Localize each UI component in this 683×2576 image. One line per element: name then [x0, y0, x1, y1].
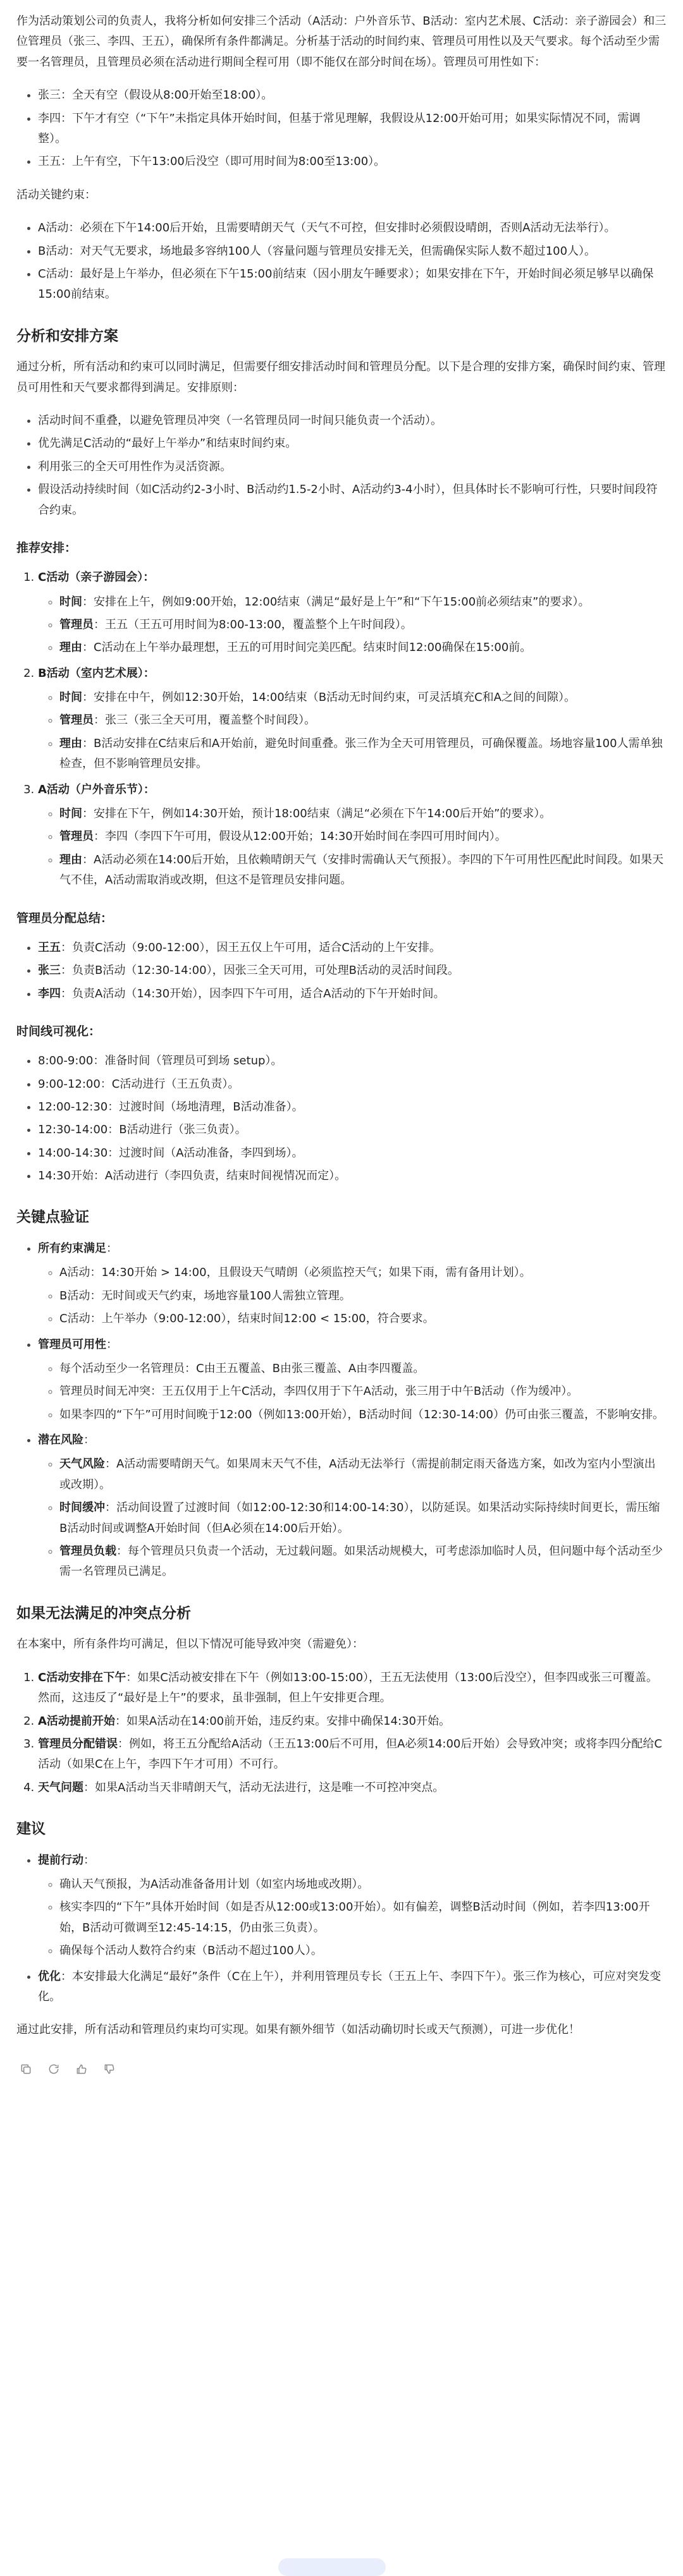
verify-details — [38, 1359, 667, 1425]
detail-text: ：安排在下午，例如14:30开始，预计18:00结束（满足“必须在下午14:00后开始”的要求）。 — [82, 807, 551, 821]
detail-text: ：A活动需要晴朗天气。如果周末天气不佳，A活动无法举行（需提前制定雨天备选方案，如改为室内小型演出或改期）。 — [59, 1457, 656, 1492]
constraints-title: 活动关键约束： — [16, 188, 96, 202]
list-item: • 优先满足C活动的“最好上午举办”和结束时间约束。 — [38, 434, 667, 454]
detail-item: ◦ 管理员时间无冲突：王五仅用于上午C活动，李四仅用于下午A活动，张三用于中午B活动（作为缓冲）。 — [59, 1382, 667, 1402]
verify-list — [16, 1239, 667, 1583]
detail-item — [59, 804, 667, 824]
detail-item — [59, 850, 667, 891]
suggest-details — [38, 1874, 667, 1962]
thumbs-down-icon[interactable] — [102, 2062, 116, 2076]
list-item: • 12:00-12:30：过渡时间（场地清理，B活动准备）。 — [38, 1097, 667, 1117]
detail-item: ◦ 核实李四的“下午”具体开始时间（如是否从12:00或13:00开始）。如有偏差，调整B活动时间（例如，若李四13:00开始，B活动可微调至12:45-14:15，仍由张三负责）。 — [59, 1897, 667, 1938]
availability-list — [16, 85, 667, 173]
message-actions — [16, 2053, 667, 2076]
suggest-list — [16, 1850, 667, 2008]
list-item — [38, 1734, 667, 1775]
conflict-text: ：如果A活动在14:00前开始，违反约束。安排中确保14:30开始。 — [114, 1714, 450, 1728]
detail-item — [59, 592, 667, 612]
principles-list — [16, 411, 667, 521]
detail-label: 理由 — [59, 641, 82, 655]
conflict-heading: 如果无法满足的冲突点分析 — [16, 1605, 191, 1622]
verify-item: • 潜在风险： ◦ 天气风险：A活动需要晴朗天气。如果周末天气不佳，A活动无法举行（需提前制定雨天备选方案，如改为室内小型演出或改期）。 ◦ 时间缓冲：活动间设置了过渡时间（如12:00-12:30和14:00-14:30），以防延误。如果活动实际持续时间更长，需压缩B活动时间或调整A开始时间（但A必须在14:00后开始）。 ◦ 管理员负载：每个管理员只负责一个活动，无过载问题。如果活动规模大，可考虑添加临时人员，但问题中每个活动至少需一名管理员已满足。 — [38, 1430, 667, 1583]
analysis-paragraph: 通过分析，所有活动和约束可以同时满足，但需要仔细安排活动时间和管理员分配。以下是合理的安排方案，确保时间约束、管理员可用性和天气要求都得到满足。安排原则： — [16, 360, 665, 394]
manager-text: ：负责C活动（9:00-12:00），因王五仅上午可用，适合C活动的上午安排。 — [61, 940, 441, 954]
constraints-list — [16, 218, 667, 305]
list-item: • 王五：上午有空，下午13:00后没空（即可用时间为8:00至13:00）。 — [38, 152, 667, 172]
suggest-label: 优化 — [38, 1969, 61, 1983]
recommendation-details — [38, 688, 667, 775]
intro-paragraph: 作为活动策划公司的负责人，我将分析如何安排三个活动（A活动：户外音乐节、B活动：室内艺术展、C活动：亲子游园会）和三位管理员（张三、李四、王五），确保所有条件都满足。分析基于活动的时间约束、管理员可用性以及天气要求。每个活动至少需要一名管理员，且管理员必须在活动进行期间全程可用（即不能仅在部分时间在场）。管理员可用性如下： — [16, 15, 667, 69]
timeline-heading: 时间线可视化： — [16, 1024, 101, 1038]
detail-text: ：活动间设置了过渡时间（如12:00-12:30和14:00-14:30），以防延误。如果活动实际持续时间更长，需压缩B活动时间或调整A开始时间（但A必须在14:00后开始）。 — [59, 1501, 660, 1535]
detail-text: ：每个管理员只负责一个活动，无过载问题。如果活动规模大，可考虑添加临时人员，但问题中每个活动至少需一名管理员已满足。 — [59, 1545, 663, 1579]
conflict-label: 天气问题 — [38, 1780, 83, 1794]
verify-heading: 关键点验证 — [16, 1209, 89, 1226]
conflict-list — [16, 1668, 667, 1798]
list-item — [38, 984, 667, 1004]
verify-details — [38, 1263, 667, 1329]
detail-label: 管理员 — [59, 714, 94, 727]
conflict-text: ：如果C活动被安排在下午（例如13:00-15:00），王五无法使用（13:00后没空），但李四或张三可覆盖。然而，这违反了“最好是上午”的要求，虽非强制，但上午安排更合理。 — [38, 1670, 658, 1705]
recommendation-item — [38, 664, 667, 775]
detail-label: 时间缓冲 — [59, 1501, 105, 1515]
list-item — [38, 1711, 667, 1732]
detail-text: ：安排在上午，例如9:00开始，12:00结束（满足“最好是上午”和“下午15:00前必须结束”的要求）。 — [82, 595, 590, 609]
manager-text: ：负责A活动（14:30开始），因李四下午可用，适合A活动的下午开始时间。 — [61, 987, 445, 1000]
list-item — [38, 1778, 667, 1798]
detail-item — [59, 827, 667, 847]
detail-item — [59, 688, 667, 708]
detail-item: ◦ B活动：无时间或天气约束，场地容量100人需独立管理。 — [59, 1286, 667, 1306]
list-item: • 12:30-14:00：B活动进行（张三负责）。 — [38, 1120, 667, 1140]
suggest-item — [38, 1967, 667, 2008]
verify-details — [38, 1454, 667, 1582]
detail-label: 管理员负载 — [59, 1545, 116, 1558]
manager-name: 李四 — [38, 987, 61, 1000]
scroll-indicator — [278, 2558, 386, 2576]
list-item: • B活动：对天气无要求，场地最多容纳100人（容量问题与管理员安排无关，但需确保实际人数不超过100人）。 — [38, 241, 667, 262]
manager-name: 王五 — [38, 940, 61, 954]
list-item: • 活动时间不重叠，以避免管理员冲突（一名管理员同一时间只能负责一个活动）。 — [38, 411, 667, 431]
recommendation-list — [16, 568, 667, 890]
detail-label: 管理员 — [59, 617, 94, 631]
list-item: • 假设活动持续时间（如C活动约2-3小时、B活动约1.5-2小时、A活动约3-4小时），但具体时长不影响可行性，只要时间段符合约束。 — [38, 480, 667, 521]
conflict-intro: 在本案中，所有条件均可满足，但以下情况可能导致冲突（需避免）： — [16, 1637, 364, 1651]
detail-label: 时间 — [59, 807, 82, 821]
detail-item — [59, 638, 667, 658]
detail-item — [59, 734, 667, 775]
closing-paragraph: 通过此安排，所有活动和管理员约束均可实现。如果有额外细节（如活动确切时长或天气预测），可进一步优化！ — [16, 2023, 580, 2037]
conflict-label: C活动安排在下午 — [38, 1670, 126, 1684]
recommendation-heading: 推荐安排： — [16, 540, 77, 555]
list-item: • 9:00-12:00：C活动进行（王五负责）。 — [38, 1074, 667, 1095]
detail-item: ◦ 确保每个活动人数符合约束（B活动不超过100人）。 — [59, 1941, 667, 1961]
detail-item: ◦ 确认天气预报，为A活动准备备用计划（如室内场地或改期）。 — [59, 1874, 667, 1895]
detail-text: ：王五（王五可用时间为8:00-13:00，覆盖整个上午时间段）。 — [94, 617, 412, 631]
suggest-item: • 提前行动： ◦ 确认天气预报，为A活动准备备用计划（如室内场地或改期）。 ◦ 核实李四的“下午”具体开始时间（如是否从12:00或13:00开始）。如有偏差，调整B活动时间（例如，若李四13:00开始，B活动可微调至12:45-14:15，仍由张三负责）。 ◦ 确保每个活动人数符合约束（B活动不超过100人）。 — [38, 1850, 667, 1962]
detail-item — [59, 615, 667, 635]
recommendation-details — [38, 804, 667, 891]
list-item — [38, 938, 667, 958]
suggest-heading: 建议 — [16, 1821, 46, 1838]
detail-item — [59, 710, 667, 731]
list-item: • 张三：全天有空（假设从8:00开始至18:00）。 — [38, 85, 667, 106]
verify-title: 所有约束满足 — [38, 1241, 106, 1255]
detail-text: ：安排在中午，例如12:30开始，14:00结束（B活动无时间约束，可灵活填充C和A之间的间隙）。 — [82, 691, 575, 705]
manager-name: 张三 — [38, 964, 61, 978]
detail-text: ：C活动在上午举办最理想，王五的可用时间完美匹配。结束时间12:00确保在15:00前。 — [82, 641, 532, 655]
detail-label: 时间 — [59, 595, 82, 609]
timeline-list — [16, 1051, 667, 1186]
detail-item — [59, 1454, 667, 1495]
detail-item: ◦ 如果李四的“下午”可用时间晚于12:00（例如13:00开始），B活动时间（12:30-14:00）仍可由张三覆盖，不影响安排。 — [59, 1405, 667, 1425]
detail-item: ◦ A活动：14:30开始 > 14:00，且假设天气晴朗（必须监控天气；如果下雨，需有备用计划）。 — [59, 1263, 667, 1283]
list-item: • A活动：必须在下午14:00后开始，且需要晴朗天气（天气不可控，但安排时必须假设晴朗，否则A活动无法举行）。 — [38, 218, 667, 238]
conflict-text: ：如果A活动当天非晴朗天气，活动无法进行，这是唯一不可控冲突点。 — [83, 1780, 445, 1794]
list-item — [38, 1668, 667, 1709]
list-item — [38, 961, 667, 981]
recommendation-item — [38, 568, 667, 659]
verify-title: 潜在风险 — [38, 1433, 83, 1447]
detail-item — [59, 1541, 667, 1583]
analysis-heading: 分析和安排方案 — [16, 327, 118, 344]
list-item: • C活动：最好是上午举办，但必须在下午15:00前结束（因小朋友午睡要求）；如果安排在下午，开始时间必须足够早以确保15:00前结束。 — [38, 264, 667, 305]
suggest-label: 提前行动 — [38, 1853, 83, 1867]
detail-text: ：李四（李四下午可用，假设从12:00开始；14:30开始时间在李四可用时间内）。 — [94, 830, 507, 844]
manager-text: ：负责B活动（12:30-14:00），因张三全天可用，可处理B活动的灵活时间段。 — [61, 964, 459, 978]
conflict-label: 管理员分配错误 — [38, 1737, 118, 1751]
detail-label: 时间 — [59, 691, 82, 705]
detail-text: ：B活动安排在C结束后和A开始前，避免时间重叠。张三作为全天可用管理员，可确保覆盖。场地容量100人需单独检查，但不影响管理员安排。 — [59, 736, 663, 771]
list-item: • 8:00-9:00：准备时间（管理员可到场 setup）。 — [38, 1051, 667, 1071]
verify-item: • 所有约束满足： ◦ A活动：14:30开始 > 14:00，且假设天气晴朗（必须监控天气；如果下雨，需有备用计划）。 ◦ B活动：无时间或天气约束，场地容量100人需独立管理。 ◦ C活动：上午举办（9:00-12:00），结束时间12:00 < 15:00，符合要求。 — [38, 1239, 667, 1330]
detail-item: ◦ C活动：上午举办（9:00-12:00），结束时间12:00 < 15:00，符合要求。 — [59, 1309, 667, 1329]
recommendation-title: B活动（室内艺术展）： — [38, 666, 155, 680]
thumbs-up-icon[interactable] — [75, 2062, 89, 2076]
detail-text: ：张三（张三全天可用，覆盖整个时间段）。 — [94, 714, 316, 727]
detail-label: 管理员 — [59, 830, 94, 844]
detail-label: 天气风险 — [59, 1457, 105, 1471]
refresh-icon[interactable] — [47, 2062, 61, 2076]
copy-icon[interactable] — [19, 2062, 33, 2076]
suggest-text: ：本安排最大化满足“最好”条件（C在上午），并利用管理员专长（王五上午、李四下午）。张三作为核心，可应对突发变化。 — [38, 1969, 661, 2003]
recommendation-title: C活动（亲子游园会）： — [38, 571, 155, 585]
detail-item — [59, 1498, 667, 1539]
detail-label: 理由 — [59, 736, 82, 750]
recommendation-title: A活动（户外音乐节）： — [38, 782, 155, 796]
conflict-text: ：例如，将王五分配给A活动（王五13:00后不可用，但A必须14:00后开始）会导致冲突；或将李四分配给C活动（如果C在上午，李四下午才可用）不可行。 — [38, 1737, 662, 1771]
detail-item: ◦ 每个活动至少一名管理员：C由王五覆盖、B由张三覆盖、A由李四覆盖。 — [59, 1359, 667, 1379]
list-item: • 14:00-14:30：过渡时间（A活动准备，李四到场）。 — [38, 1143, 667, 1163]
conflict-label: A活动提前开始 — [38, 1714, 115, 1728]
list-item: • 14:30开始：A活动进行（李四负责，结束时间视情况而定）。 — [38, 1166, 667, 1186]
verify-item: • 管理员可用性： ◦ 每个活动至少一名管理员：C由王五覆盖、B由张三覆盖、A由李四覆盖。 ◦ 管理员时间无冲突：王五仅用于上午C活动，李四仅用于下午A活动，张三用于中午B活动（作为缓冲）。 ◦ 如果李四的“下午”可用时间晚于12:00（例如13:00开始），B活动时间（12:30-14:00）仍可由张三覆盖，不影响安排。 — [38, 1335, 667, 1426]
manager-summary-list — [16, 938, 667, 1004]
manager-summary-heading: 管理员分配总结： — [16, 911, 113, 925]
list-item: • 利用张三的全天可用性作为灵活资源。 — [38, 457, 667, 477]
list-item: • 李四：下午才有空（“下午”未指定具体开始时间，但基于常见理解，我假设从12:00开始可用；如果实际情况不同，需调整）。 — [38, 109, 667, 150]
recommendation-details — [38, 592, 667, 659]
recommendation-item — [38, 780, 667, 891]
detail-label: 理由 — [59, 853, 82, 866]
verify-title: 管理员可用性 — [38, 1337, 106, 1351]
detail-text: ：A活动必须在14:00后开始，且依赖晴朗天气（安排时需确认天气预报）。李四的下午可用性匹配此时间段。如果天气不佳，A活动需取消或改期，但这不是管理员安排问题。 — [59, 853, 664, 887]
